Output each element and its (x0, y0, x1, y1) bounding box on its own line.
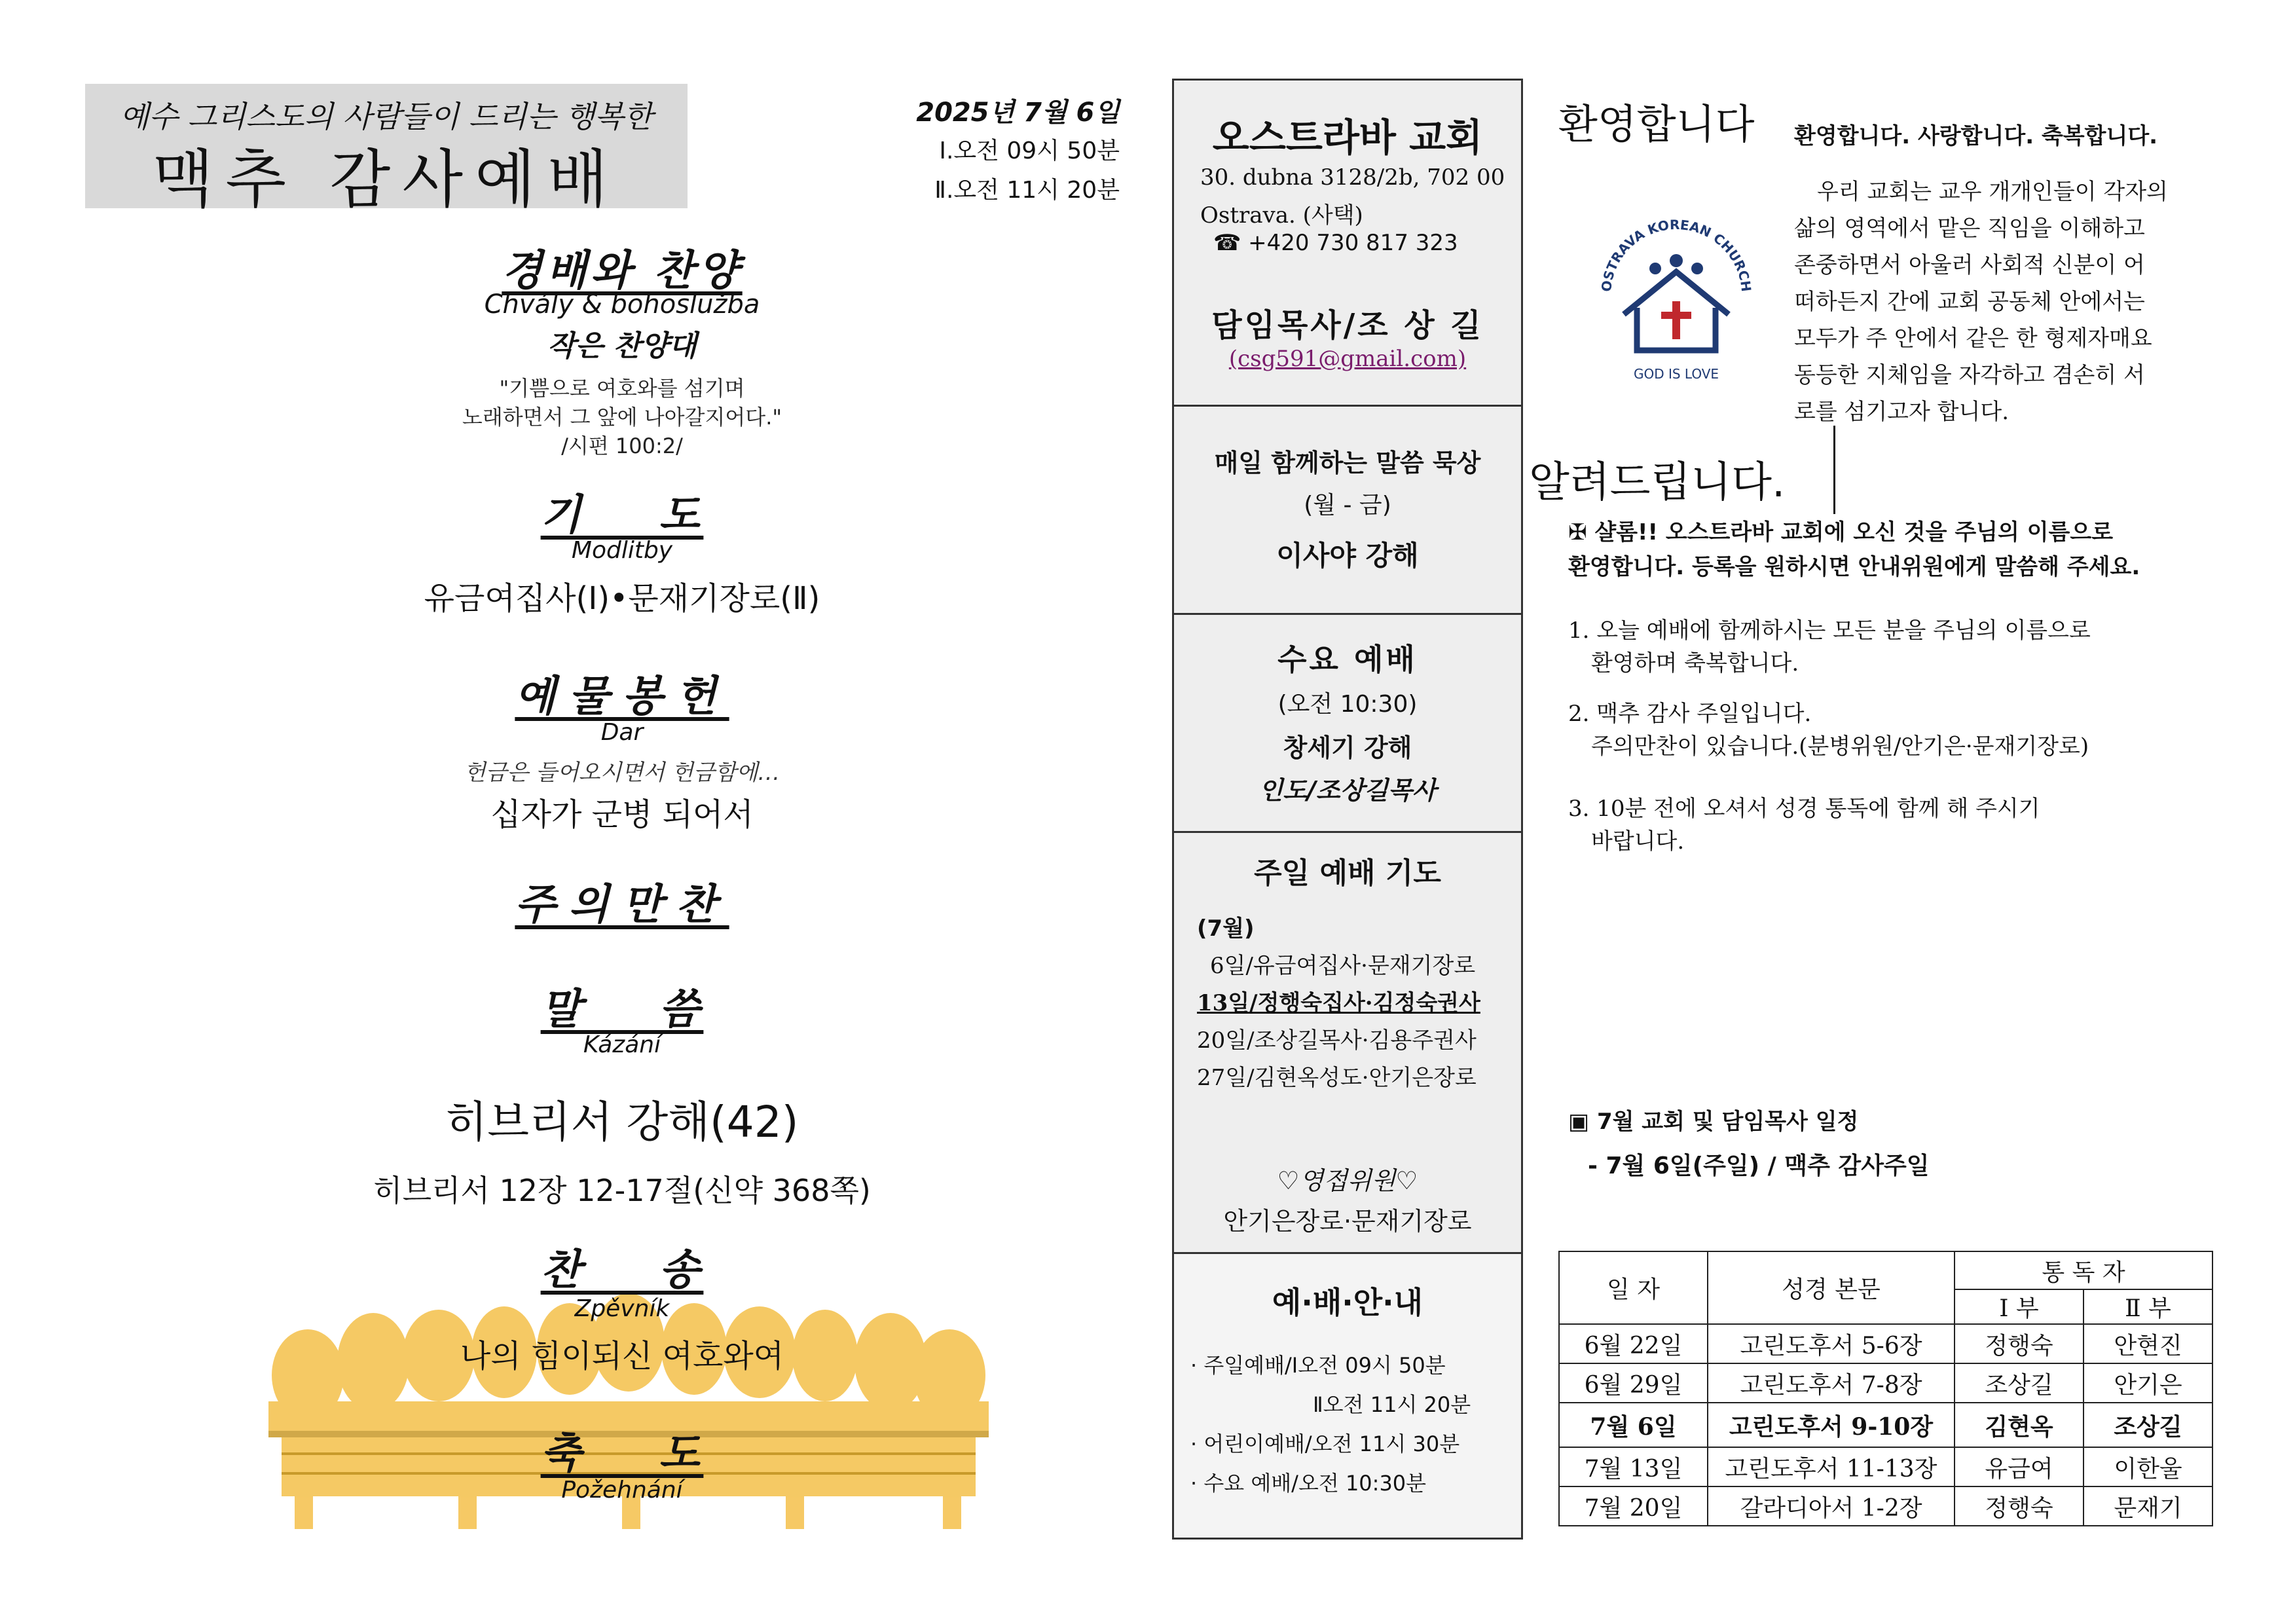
table-row-current (1559, 1403, 2212, 1447)
prayer-item: 20일/조상길목사·김용주권사 (1197, 1027, 1477, 1054)
table-cell: 김현옥 (1955, 1403, 2084, 1447)
daily-meditation-book: 이사야 강해 (1276, 540, 1419, 572)
guide-item: Ⅱ오전 11시 20분 (1313, 1392, 1471, 1417)
notice-2-line-1: 2. 맥추 감사 주일입니다. (1568, 701, 1812, 727)
offering-subheading: Dar (600, 719, 644, 746)
schedule-item: - 7월 6일(주일) / 맥추 감사주일 (1588, 1153, 1930, 1179)
offering-heading: 예물봉헌 (515, 672, 729, 721)
service-guide-title: 예·배·안·내 (1272, 1285, 1423, 1320)
table-cell: 6월 22일 (1559, 1324, 1708, 1363)
prayer-heading: 기 도 (540, 490, 704, 540)
wednesday-service-time: (오전 10:30) (1277, 691, 1418, 718)
table-cell: 유금여 (1955, 1447, 2084, 1486)
wednesday-service-leader: 인도/조상길목사 (1258, 776, 1437, 805)
offering-hymn: 십자가 군병 되어서 (490, 796, 754, 833)
table-cell: 안현진 (2084, 1324, 2212, 1363)
table-cell: 조상길 (2084, 1403, 2212, 1447)
hymn-subheading: Zpěvník (574, 1295, 670, 1322)
first-service-time: Ⅰ.오전 09시 50분 (939, 138, 1120, 164)
notice-1-line-1: 1. 오늘 예배에 함께하시는 모든 분을 주님의 이름으로 (1568, 618, 2091, 644)
welcome-line: 동등한 지체임을 자각하고 겸손히 서 (1794, 362, 2145, 388)
guide-item: · 어린이예배/오전 11시 30분 (1190, 1431, 1460, 1456)
sermon-subheading: Kázání (583, 1031, 661, 1058)
welcome-line: 삶의 영역에서 맡은 직임을 이해하고 (1794, 215, 2145, 242)
wednesday-service-title: 수요 예배 (1277, 642, 1418, 677)
table-cell: 고린도후서 9-10장 (1708, 1403, 1955, 1447)
church-address-line-1: 30. dubna 3128/2b, 702 00 (1200, 164, 1505, 191)
table-cell: 갈라디아서 1-2장 (1708, 1486, 1955, 1526)
table-cell: 이한울 (2084, 1447, 2212, 1486)
column-header-readers: 통 독 자 (1955, 1251, 2212, 1289)
notice-3-line-1: 3. 10분 전에 오셔서 성경 통독에 함께 해 주시기 (1568, 796, 2040, 822)
service-subtitle: 예수 그리스도의 사람들이 드리는 행복한 (120, 99, 653, 134)
table-row (1559, 1363, 2212, 1403)
welcome-line: 존중하면서 아울러 사회적 신분이 어 (1794, 252, 2145, 278)
column-header-date: 일 자 (1559, 1251, 1708, 1324)
table-cell: 정행숙 (1955, 1324, 2084, 1363)
table-cell: 7월 20일 (1559, 1486, 1708, 1526)
church-address-line-2: Ostrava. (사택) (1200, 202, 1363, 229)
benediction-subheading: Požehnání (561, 1477, 683, 1504)
verse-line-1: "기쁨으로 여호와를 섬기며 (499, 376, 745, 401)
benediction-heading: 축 도 (540, 1429, 704, 1478)
welcome-line: 우리 교회는 교우 개개인들이 각자의 (1817, 179, 2168, 205)
church-logo (1585, 203, 1768, 393)
table-row (1559, 1486, 2212, 1526)
table-cell: 고린도후서 11-13장 (1708, 1447, 1955, 1486)
notice-3-line-2: 바랍니다. (1591, 828, 1685, 855)
column-header-second-service: Ⅱ 부 (2084, 1289, 2212, 1324)
prayer-item: 27일/김현옥성도·안기은장로 (1197, 1065, 1477, 1091)
choir-name: 작은 찬양대 (547, 329, 697, 363)
pastor-email-link[interactable]: (csg591@gmail.com) (1228, 346, 1467, 372)
church-name: 오스트라바 교회 (1212, 115, 1483, 160)
notice-2-line-2: 주의만찬이 있습니다.(분병위원/안기은·문재기장로) (1591, 733, 2089, 760)
greeters-title: ♡영접위원♡ (1277, 1166, 1418, 1195)
logo-motto: GOD IS LOVE (1633, 366, 1719, 382)
table-cell: 6월 29일 (1559, 1363, 1708, 1403)
table-row (1559, 1324, 2212, 1363)
notices-heading: 알려드립니다. (1529, 458, 1786, 507)
verse-line-2: 노래하면서 그 앞에 나아갈지어다." (462, 405, 782, 430)
sermon-passage: 히브리서 12장 12-17절(신약 368쪽) (373, 1173, 871, 1208)
column-header-first-service: Ⅰ 부 (1955, 1289, 2084, 1324)
table-cell: 7월 13일 (1559, 1447, 1708, 1486)
daily-meditation-box (1174, 407, 1521, 615)
service-guide-box (1174, 1254, 1521, 1538)
church-info-column (1172, 79, 1523, 1540)
prayer-item-current: 13일/정행숙집사·김정숙권사 (1197, 990, 1480, 1016)
guide-item: · 수요 예배/오전 10:30분 (1190, 1471, 1427, 1496)
table-cell: 안기은 (2084, 1363, 2212, 1403)
sermon-heading: 말 씀 (540, 985, 704, 1034)
welcome-slogan: 환영합니다. 사랑합니다. 축복합니다. (1794, 123, 2158, 149)
welcome-paragraph (1794, 174, 2207, 430)
service-title: 맥추 감사예배 (153, 143, 620, 216)
sunday-prayer-title: 주일 예배 기도 (1254, 857, 1441, 890)
verse-reference: /시편 100:2/ (561, 434, 683, 458)
notices-divider (1833, 426, 1835, 514)
worship-heading: 경배와 찬양 (502, 246, 743, 295)
prayer-subheading: Modlitby (571, 537, 673, 564)
greeters-names: 안기은장로·문재기장로 (1223, 1207, 1472, 1236)
title-banner (85, 84, 688, 216)
column-header-passage: 성경 본문 (1708, 1251, 1955, 1324)
table-cell: 문재기 (2084, 1486, 2212, 1526)
wednesday-service-box (1174, 615, 1521, 833)
church-info-box (1174, 81, 1521, 407)
table-cell: 7월 6일 (1559, 1403, 1708, 1447)
notice-intro-line-1: ✠ 샬롬!! 오스트라바 교회에 오신 것을 주님의 이름으로 (1568, 519, 2114, 545)
sunday-prayer-box (1174, 833, 1521, 1254)
schedule-title: ▣ 7월 교회 및 담임목사 일정 (1568, 1109, 1859, 1135)
logo-arc-text: OSTRAVA KOREAN CHURCH (1598, 216, 1755, 293)
welcome-line: 떠하든지 간에 교회 공동체 안에서는 (1794, 289, 2145, 315)
welcome-heading: 환영합니다 (1558, 100, 1755, 148)
welcome-line: 모두가 주 안에서 같은 한 형제자매요 (1794, 325, 2152, 352)
table-row (1559, 1447, 2212, 1486)
wednesday-service-book: 창세기 강해 (1283, 733, 1412, 762)
service-date: 2025년 7월 6일 (916, 98, 1120, 128)
hymn-heading: 찬 송 (540, 1246, 704, 1295)
daily-meditation-days: (월 - 금) (1304, 492, 1391, 519)
offering-note: 헌금은 들어오시면서 헌금함에… (464, 760, 780, 786)
hymn-name: 나의 힘이되신 여호와여 (460, 1338, 784, 1375)
pastor-name: 담임목사/조 상 길 (1211, 307, 1484, 344)
notice-intro-line-2: 환영합니다. 등록을 원하시면 안내위원에게 말씀해 주세요. (1568, 554, 2140, 580)
table-cell: 고린도후서 7-8장 (1708, 1363, 1955, 1403)
table-cell: 조상길 (1955, 1363, 2084, 1403)
table-cell: 고린도후서 5-6장 (1708, 1324, 1955, 1363)
sunday-prayer-month: (7월) (1197, 915, 1255, 942)
church-phone: ☎ +420 730 817 323 (1213, 230, 1458, 256)
second-service-time: Ⅱ.오전 11시 20분 (934, 177, 1120, 204)
guide-item: · 주일예배/Ⅰ오전 09시 50분 (1190, 1353, 1446, 1378)
welcome-line: 로를 섬기고자 합니다. (1794, 399, 2010, 425)
prayer-item: 6일/유금여집사·문재기장로 (1210, 953, 1476, 979)
sermon-title: 히브리서 강해(42) (445, 1097, 799, 1147)
prayer-leaders: 유금여집사(Ⅰ)•문재기장로(Ⅱ) (424, 580, 820, 617)
notice-1-line-2: 환영하며 축복합니다. (1591, 650, 1799, 676)
daily-meditation-title: 매일 함께하는 말씀 묵상 (1214, 449, 1481, 477)
bible-reading-table (1558, 1251, 2213, 1526)
worship-subheading: Chvály & bohoslužba (484, 289, 760, 320)
table-cell: 정행숙 (1955, 1486, 2084, 1526)
lords-supper-heading: 주의만찬 (515, 880, 729, 929)
